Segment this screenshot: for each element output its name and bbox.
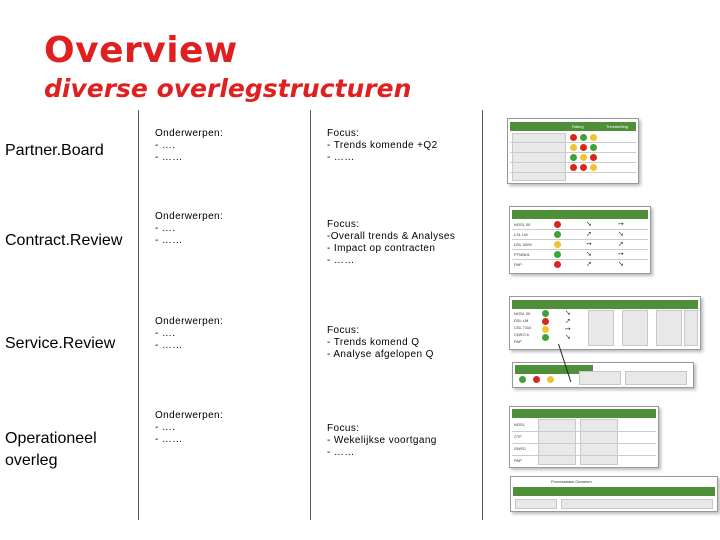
- page-subtitle: diverse overlegstructuren: [44, 74, 412, 103]
- row-label-contractreview: Contract.Review: [5, 232, 123, 249]
- servicereview-thumbnail[interactable]: NOSL 00 DSL LM CSL 7110 CNSO 6 PAP ➘ ➚ ➙ ➘: [509, 296, 701, 350]
- row-label-operationeel: Operationeel overleg: [5, 430, 97, 469]
- row-focus-contractreview: Focus: -Overall trends & Analyses - Impact op contracten - ……: [327, 219, 456, 266]
- column-divider-1: [138, 110, 139, 520]
- partnerboard-thumbnail[interactable]: [507, 118, 639, 184]
- thumb-row-4: PAP: [514, 458, 522, 463]
- row-label-servicereview: Service.Review: [5, 335, 116, 352]
- row-onderwerpen-servicereview: Onderwerpen: - …. - ……: [155, 316, 224, 351]
- thumb-row-5: PAP: [514, 339, 522, 344]
- row-focus-servicereview: Focus: - Trends komend Q - Analyse afgelopen Q: [327, 325, 434, 360]
- row-label-partnerboard: Partner.Board: [5, 142, 104, 159]
- thumb-header-trend: Trendsetting: [606, 124, 629, 129]
- page-title: Overview: [44, 30, 238, 71]
- column-divider-3: [482, 110, 483, 520]
- thumb-row-2: LSL LM: [514, 232, 528, 237]
- column-divider-2: [310, 110, 311, 520]
- servicereview-thumbnail-detail[interactable]: [512, 362, 694, 388]
- process-caption: Processtatus Gemeten: [551, 479, 592, 484]
- thumb-row-1: NOSL 00: [514, 222, 531, 227]
- thumb-row-2: DSL LM: [514, 318, 529, 323]
- thumb-header-rating: Rating: [572, 124, 584, 129]
- thumb-row-3: GNSO: [514, 446, 526, 451]
- thumb-row-2: CTF: [514, 434, 522, 439]
- row-onderwerpen-operationeel: Onderwerpen: - …. - ……: [155, 410, 224, 445]
- thumb-row-4: CNSO 6: [514, 332, 529, 337]
- thumb-row-1: NOSL 00: [514, 311, 531, 316]
- row-focus-partnerboard: Focus: - Trends komende +Q2 - ……: [327, 128, 438, 163]
- row-onderwerpen-contractreview: Onderwerpen: - …. - ……: [155, 211, 224, 246]
- operationeel-thumbnail[interactable]: [509, 406, 659, 468]
- thumb-row-3: CSL 7110: [514, 325, 532, 330]
- thumb-row-1: NOSL: [514, 422, 525, 427]
- thumb-row-3: DSL 0009: [514, 242, 532, 247]
- thumb-row-4: PTMN01: [514, 252, 530, 257]
- row-focus-operationeel: Focus: - Wekelijkse voortgang - ……: [327, 423, 437, 458]
- row-onderwerpen-partnerboard: Onderwerpen: - …. - ……: [155, 128, 224, 163]
- operationeel-thumbnail-process[interactable]: [510, 476, 718, 512]
- contractreview-thumbnail[interactable]: NOSL 00 LSL LM DSL 0009 PTMN01 PAP ➘ ➚ ➙ ➘ ➚ ➙ ➘ ➚ ➙ ➘: [509, 206, 651, 274]
- thumb-row-5: PAP: [514, 262, 522, 267]
